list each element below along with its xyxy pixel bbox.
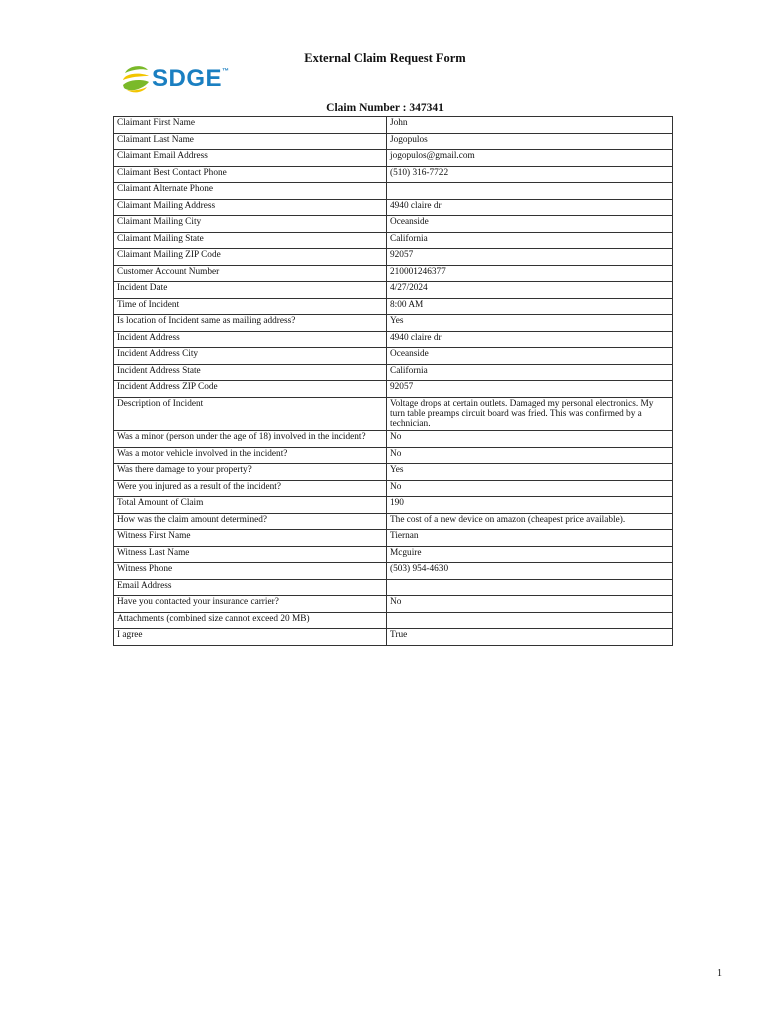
- field-label: Claimant Email Address: [114, 150, 387, 167]
- sdge-swirl-icon: [121, 63, 151, 95]
- field-label: Witness Last Name: [114, 546, 387, 563]
- field-label: Witness Phone: [114, 563, 387, 580]
- field-value: (510) 316-7722: [387, 166, 673, 183]
- field-value: 4940 claire dr: [387, 331, 673, 348]
- field-value: 8:00 AM: [387, 298, 673, 315]
- table-row: [114, 579, 673, 596]
- field-value: California: [387, 232, 673, 249]
- logo-wordmark: SDGE™: [152, 65, 230, 92]
- field-label: Were you injured as a result of the incident?: [114, 480, 387, 497]
- field-value: No: [387, 596, 673, 613]
- field-label: How was the claim amount determined?: [114, 513, 387, 530]
- field-label: Is location of Incident same as mailing address?: [114, 315, 387, 332]
- table-row: [114, 364, 673, 381]
- field-value: Oceanside: [387, 216, 673, 233]
- table-row: [114, 480, 673, 497]
- field-value: 4/27/2024: [387, 282, 673, 299]
- table-row: [114, 348, 673, 365]
- table-row: [114, 166, 673, 183]
- field-value: 92057: [387, 249, 673, 266]
- table-row: [114, 315, 673, 332]
- field-label: Time of Incident: [114, 298, 387, 315]
- table-row: [114, 464, 673, 481]
- table-row: [114, 133, 673, 150]
- field-label: Claimant First Name: [114, 117, 387, 134]
- field-value: Voltage drops at certain outlets. Damaged my personal electronics. My turn table preamps circuit board was fried. This was confirmed by a technician.: [387, 397, 673, 431]
- field-value: Mcguire: [387, 546, 673, 563]
- table-row: [114, 298, 673, 315]
- field-value: [387, 579, 673, 596]
- field-label: Claimant Mailing Address: [114, 199, 387, 216]
- field-value: Yes: [387, 464, 673, 481]
- field-value: 210001246377: [387, 265, 673, 282]
- table-row: [114, 513, 673, 530]
- field-label: Have you contacted your insurance carrier?: [114, 596, 387, 613]
- table-row: [114, 183, 673, 200]
- field-label: Description of Incident: [114, 397, 387, 431]
- field-value: [387, 183, 673, 200]
- form-title: External Claim Request Form: [304, 51, 466, 65]
- table-row: [114, 265, 673, 282]
- field-label: Customer Account Number: [114, 265, 387, 282]
- field-value: Oceanside: [387, 348, 673, 365]
- field-label: Was a minor (person under the age of 18) involved in the incident?: [114, 431, 387, 448]
- table-row: [114, 150, 673, 167]
- field-label: Claimant Mailing City: [114, 216, 387, 233]
- field-label: Incident Address State: [114, 364, 387, 381]
- claim-number: Claim Number : 347341: [326, 102, 444, 114]
- table-row: [114, 397, 673, 431]
- table-row: [114, 331, 673, 348]
- field-value: No: [387, 431, 673, 448]
- field-value: Jogopulos: [387, 133, 673, 150]
- sdge-logo: [121, 63, 230, 95]
- field-value: True: [387, 629, 673, 646]
- field-label: I agree: [114, 629, 387, 646]
- table-row: [114, 612, 673, 629]
- field-label: Was a motor vehicle involved in the incident?: [114, 447, 387, 464]
- field-label: Was there damage to your property?: [114, 464, 387, 481]
- field-label: Claimant Best Contact Phone: [114, 166, 387, 183]
- field-value: John: [387, 117, 673, 134]
- field-value: jogopulos@gmail.com: [387, 150, 673, 167]
- table-row: [114, 497, 673, 514]
- table-row: [114, 431, 673, 448]
- table-row: [114, 596, 673, 613]
- field-value: No: [387, 447, 673, 464]
- field-value: [387, 612, 673, 629]
- field-label: Claimant Last Name: [114, 133, 387, 150]
- field-label: Incident Address ZIP Code: [114, 381, 387, 398]
- field-label: Email Address: [114, 579, 387, 596]
- table-row: [114, 629, 673, 646]
- field-value: 4940 claire dr: [387, 199, 673, 216]
- table-row: [114, 282, 673, 299]
- table-row: [114, 530, 673, 547]
- field-label: Total Amount of Claim: [114, 497, 387, 514]
- claim-details-table: [113, 116, 673, 646]
- field-value: Tiernan: [387, 530, 673, 547]
- field-label: Claimant Mailing State: [114, 232, 387, 249]
- field-label: Claimant Alternate Phone: [114, 183, 387, 200]
- table-row: [114, 249, 673, 266]
- page-number: 1: [717, 968, 722, 979]
- field-label: Attachments (combined size cannot exceed 20 MB): [114, 612, 387, 629]
- field-label: Claimant Mailing ZIP Code: [114, 249, 387, 266]
- field-value: Yes: [387, 315, 673, 332]
- field-value: 92057: [387, 381, 673, 398]
- field-value: California: [387, 364, 673, 381]
- table-row: [114, 232, 673, 249]
- field-label: Incident Date: [114, 282, 387, 299]
- table-row: [114, 216, 673, 233]
- field-value: The cost of a new device on amazon (cheapest price available).: [387, 513, 673, 530]
- table-row: [114, 381, 673, 398]
- table-row: [114, 447, 673, 464]
- field-value: No: [387, 480, 673, 497]
- table-row: [114, 199, 673, 216]
- table-row: [114, 563, 673, 580]
- field-label: Incident Address: [114, 331, 387, 348]
- field-label: Witness First Name: [114, 530, 387, 547]
- table-row: [114, 546, 673, 563]
- field-label: Incident Address City: [114, 348, 387, 365]
- field-value: (503) 954-4630: [387, 563, 673, 580]
- field-value: 190: [387, 497, 673, 514]
- table-row: [114, 117, 673, 134]
